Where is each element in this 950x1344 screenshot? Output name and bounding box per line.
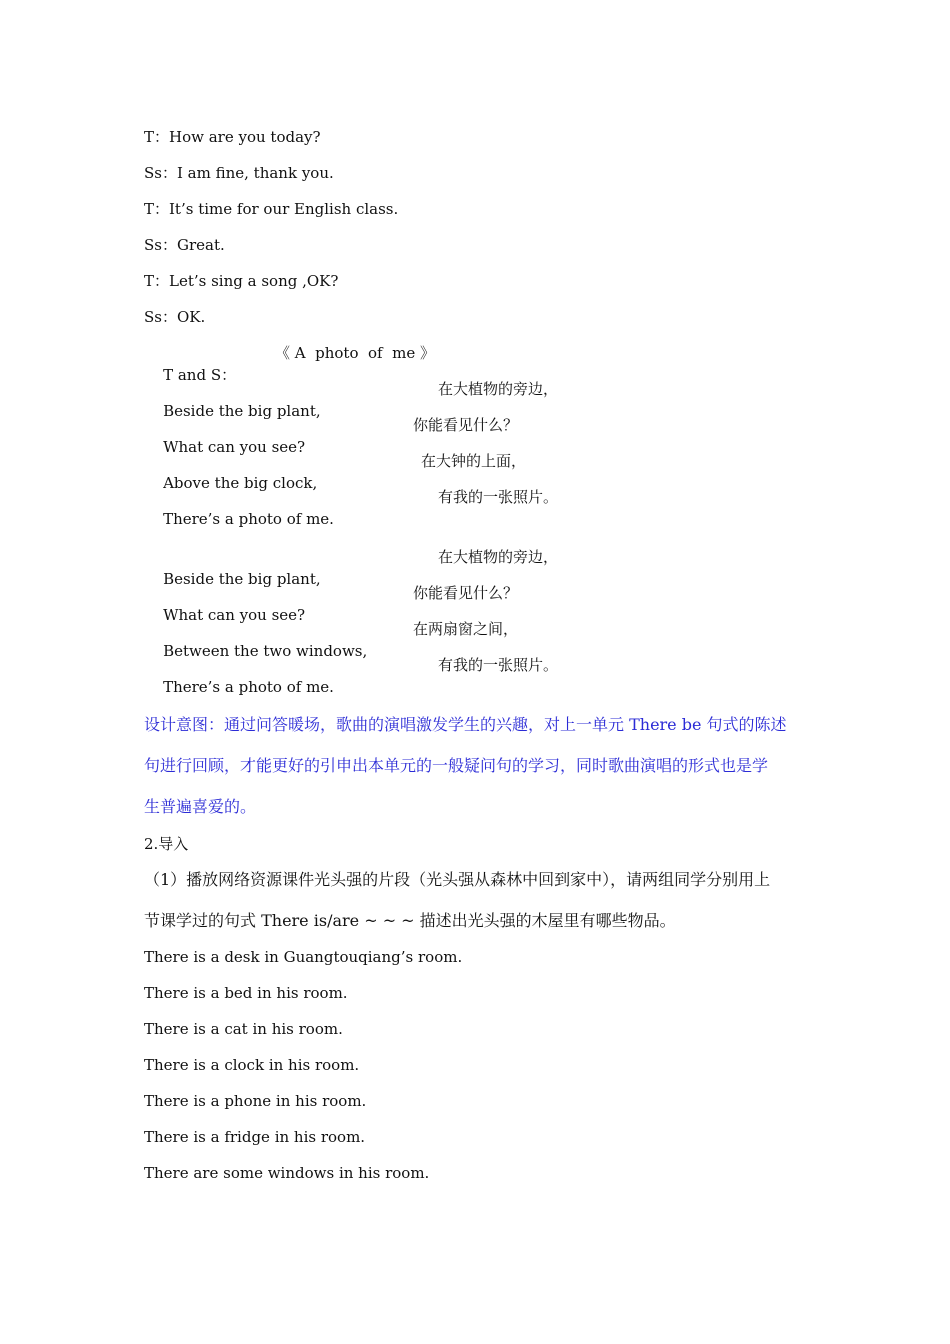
example-sentence: There is a bed in his room. (144, 984, 348, 1002)
lyric-en: Beside the big plant, (163, 570, 321, 588)
section-paragraph-line: 节课学过的句式 There is/are ~ ~ ~ 描述出光头强的木屋里有哪些物品。 (144, 911, 676, 930)
lyric-zh: 在大钟的上面， (421, 452, 527, 470)
lyric-zh: 有我的一张照片。 (438, 488, 559, 506)
dialogue-line: Ss：Great. (144, 236, 225, 254)
song-title: 《 A photo of me 》 (275, 344, 436, 362)
lyric-zh: 你能看见什么？ (413, 416, 519, 434)
lyric-en: What can you see? (163, 606, 306, 624)
lyric-en: Between the two windows, (163, 642, 368, 660)
lyric-line (144, 582, 644, 624)
lyric-line (144, 378, 644, 420)
dialogue-line: T：Let’s sing a song ,OK? (144, 272, 339, 290)
lyric-line (144, 618, 644, 660)
design-note-line: 设计意图：通过问答暖场，歌曲的演唱激发学生的兴趣，对上一单元 There be 句式的陈述 (144, 715, 787, 734)
example-sentence: There is a phone in his room. (144, 1092, 367, 1110)
lyric-zh: 在大植物的旁边， (438, 380, 559, 398)
lyric-zh: 在大植物的旁边， (438, 548, 559, 566)
song-intro (144, 342, 544, 384)
lyric-en: There’s a photo of me. (163, 678, 334, 696)
song-speaker: T and S： (163, 366, 237, 384)
lyric-line (144, 546, 644, 588)
design-note-line: 句进行回顾，才能更好的引申出本单元的一般疑问句的学习，同时歌曲演唱的形式也是学 (144, 756, 769, 775)
example-sentence: There is a fridge in his room. (144, 1128, 366, 1146)
dialogue-line: Ss：I am fine, thank you. (144, 164, 334, 182)
dialogue-line: T：It’s time for our English class. (144, 200, 399, 218)
lyric-en: Beside the big plant, (163, 402, 321, 420)
section-paragraph-line: （1）播放网络资源课件光头强的片段（光头强从森林中回到家中），请两组同学分别用上 (144, 870, 771, 889)
dialogue-line: Ss：OK. (144, 308, 206, 326)
example-sentence: There is a clock in his room. (144, 1056, 360, 1074)
lyric-en: There’s a photo of me. (163, 510, 334, 528)
lyric-en: Above the big clock, (163, 474, 318, 492)
design-note-line: 生普遍喜爱的。 (144, 797, 257, 816)
lyric-line (144, 654, 644, 696)
lyric-line (144, 486, 644, 528)
dialogue-line: T：How are you today? (144, 128, 321, 146)
example-sentence: There is a desk in Guangtouqiang’s room. (144, 948, 463, 966)
lyric-zh: 在两扇窗之间， (413, 620, 519, 638)
lyric-en: What can you see? (163, 438, 306, 456)
lyric-zh: 你能看见什么？ (413, 584, 519, 602)
example-sentence: There are some windows in his room. (144, 1164, 430, 1182)
example-sentence: There is a cat in his room. (144, 1020, 343, 1038)
section-heading: 2.导入 (144, 835, 189, 853)
lyric-zh: 有我的一张照片。 (438, 656, 559, 674)
lyric-line (144, 414, 644, 456)
lyric-line (144, 450, 644, 492)
